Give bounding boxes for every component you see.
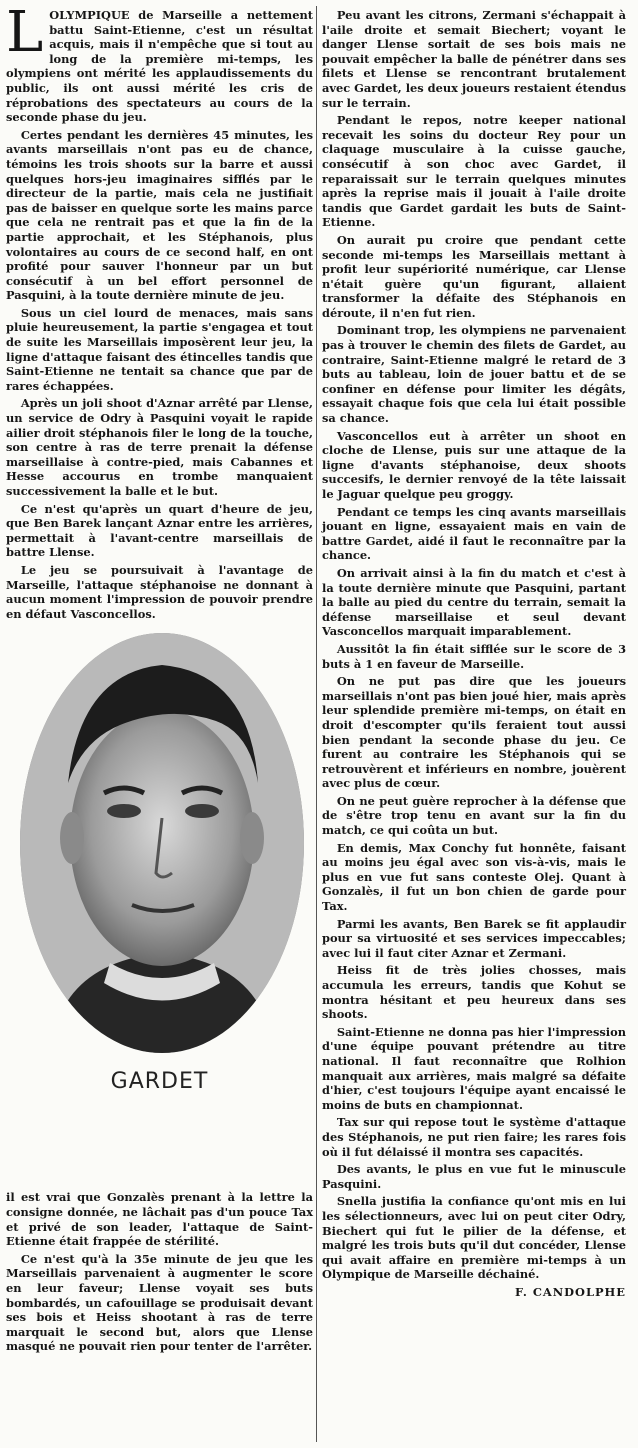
article-paragraph: il est vrai que Gonzalès prenant à la lettre la consigne donnée, ne lâchait pas d'un pouce Tax et privé de son leader, l'attaque de Saint-Etienne était frappée de stérilité.: [6, 1190, 313, 1249]
article-paragraph: On arrivait ainsi à la fin du match et c'est à la toute dernière minute que Pasquini, partant la balle au pied du centre du terrain, semait la défense marseillaise et seul devant Vasconcellos marquait imparablement.: [322, 565, 626, 639]
left-column: [6, 0, 313, 1357]
portrait-image: [20, 633, 304, 1053]
article-paragraph: Ce n'est qu'à la 35e minute de jeu que les Marseillais parvenaient à augmenter le score en leur faveur; Llense voyait ses buts bombardés, un cafouillage se produisait devant ses bois et Heiss shootant à ras de terre marquait le second but, alors que Llense masqué ne pouvait rien pour tenter de l'arrêter.: [6, 1251, 313, 1354]
article-paragraph: Certes pendant les dernières 45 minutes, les avants marseillais n'ont pas eu de chance, témoins les trois shoots sur la barre et aussi quelques hors-jeu imaginaires sifflés par le directeur de la partie, mais cela ne justifiait pas de baisser en quelque sorte les mains parce que cela ne rentrait pas et que la fin de la partie approchait, et les Stéphanois, plus volontaires au cours de ce second half, en ont profité pour sauver l'honneur par un but consécutif à un bel effort personnel de Pasquini, à la toute dernière minute de jeu.: [6, 127, 313, 303]
article-paragraph: Après un joli shoot d'Aznar arrêté par Llense, un service de Odry à Pasquini voyait le rapide ailier droit stéphanois filer le long de la touche, son centre à ras de terre prenait la défense marseillaise à contre-pied, mais Cabannes et Hesse accourus en trombe manquaient successivement la balle et le but.: [6, 396, 313, 498]
article-paragraph: Ce n'est qu'après un quart d'heure de jeu, que Ben Barek lançant Aznar entre les arrières, permettait à l'avant-centre marseillais de battre Llense.: [6, 501, 313, 560]
article-paragraph: Heiss fit de très jolies chosses, mais accumula les erreurs, tandis que Kohut se montra hésitant et peu heureux dans ses shoots.: [322, 963, 626, 1022]
article-paragraph: Sous un ciel lourd de menaces, mais sans pluie heureusement, la partie s'engagea et tout de suite les Marseillais imposèrent leur jeu, la ligne d'attaque faisant des étincelles tandis que Saint-Etienne ne tentait sa chance que par de rares échappées.: [6, 305, 313, 393]
article-paragraph: En demis, Max Conchy fut honnête, faisant au moins jeu égal avec son vis-à-vis, mais le plus en vue fut sans conteste Olej. Quant à Gonzalès, il fut un bon chien de garde pour Tax.: [322, 840, 626, 914]
article-paragraph: On ne peut guère reprocher à la défense que de s'être trop tenu en avant sur la fin du match, ce qui coûta un but.: [322, 793, 626, 838]
article-paragraph: LOLYMPIQUE de Marseille a nettement battu Saint-Etienne, c'est un résultat acquis, mais il n'empêche que si tout au long de la première mi-temps, les olympiens ont mérité les applaudissements du public, ils ont aussi mérité les cris de réprobations des spectateurs au cours de la seconde phase du jeu.: [6, 0, 313, 125]
article-paragraph: On ne put pas dire que les joueurs marseillais n'ont pas bien joué hier, mais après leur splendide première mi-temps, on était en droit d'escompter qu'ils feraient tout aussi bien pendant la seconde phase du jeu. Ce furent au contraire les Stéphanois qui se retrouvèrent et inférieurs en nombre, jouèrent avec plus de cœur.: [322, 674, 626, 791]
article-paragraph: Le jeu se poursuivait à l'avantage de Marseille, l'attaque stéphanoise ne donnant à aucun moment l'impression de pouvoir prendre en défaut Vasconcellos.: [6, 562, 313, 621]
article-paragraph: Saint-Etienne ne donna pas hier l'impression d'une équipe pouvant prétendre au titre national. Il faut reconnaître que Rolhion manquait aux arrières, mais malgré sa défaite d'hier, c'est toujours l'équipe ayant encaissé le moins de buts en championnat.: [322, 1024, 626, 1112]
article-paragraph: Parmi les avants, Ben Barek se fit applaudir pour sa virtuosité et ses services impeccables; avec lui il faut citer Aznar et Zermani.: [322, 916, 626, 960]
column-rule: [316, 6, 317, 1442]
article-paragraph: Snella justifia la confiance qu'ont mis en lui les sélectionneurs, avec lui on peut citer Odry, Biechert qui fut le pilier de la défense, et malgré les trois buts qu'il dut concéder, Llense qui avait affaire en première mi-temps à un Olympique de Marseille déchainé.: [322, 1194, 626, 1282]
article-paragraph: On aurait pu croire que pendant cette seconde mi-temps les Marseillais mettant à profit leur supériorité numérique, car Llense n'était guère qu'un figurant, allaient transformer la défaite des Stéphanois en déroute, il n'en fut rien.: [322, 232, 626, 320]
article-paragraph: Pendant le repos, notre keeper national recevait les soins du docteur Rey pour un claquage musculaire à la cuisse gauche, consécutif à son choc avec Gardet, il reparaissait sur le terrain quelques minutes après la reprise mais il jouait à l'aile droite tandis que Gardet gardait les buts de Saint-Etienne.: [322, 113, 626, 230]
article-paragraph: Dominant trop, les olympiens ne parvenaient pas à trouver le chemin des filets de Gardet, au contraire, Saint-Etienne malgré le retard de 3 buts au tableau, loin de jouer battu et de se confiner en défense pour limiter les dégâts, essayait chaque fois que cela lui était possible sa chance.: [322, 323, 626, 426]
right-column: [322, 8, 626, 1299]
article-paragraph: Tax sur qui repose tout le système d'attaque des Stéphanois, ne put rien faire; les rares fois où il fut délaissé il montra ses capacités.: [322, 1115, 626, 1159]
article-paragraph: Des avants, le plus en vue fut le minuscule Pasquini.: [322, 1162, 626, 1191]
player-photo: [6, 627, 313, 1182]
portrait-oval: [20, 633, 304, 1053]
article-paragraph: Aussitôt la fin était sifflée sur le score de 3 buts à 1 en faveur de Marseille.: [322, 641, 626, 671]
article-paragraph: Peu avant les citrons, Zermani s'échappait à l'aile droite et semait Biechert; voyant le danger Llense sortait de ses bois mais ne pouvait empêcher la balle de pénétrer dans ses filets et Llense se rencontrant brutalement avec Gardet, les deux joueurs restaient étendus sur le terrain.: [322, 8, 626, 110]
article-paragraph: Vasconcellos eut à arrêter un shoot en cloche de Llense, puis sur une attaque de la ligne d'avants stéphanoise, deux shoots succesifs, le dernier renvoyé de la tête laissait le Jaguar quelque peu groggy.: [322, 428, 626, 501]
drop-cap: L: [6, 0, 44, 65]
article-paragraph: Pendant ce temps les cinq avants marseillais jouant en ligne, essayaient mais en vain de battre Gardet, aidé il faut le reconnaître par la chance.: [322, 504, 626, 563]
photo-caption: GARDET: [110, 1069, 209, 1095]
author-signature: F. CANDOLPHE: [514, 1284, 626, 1299]
